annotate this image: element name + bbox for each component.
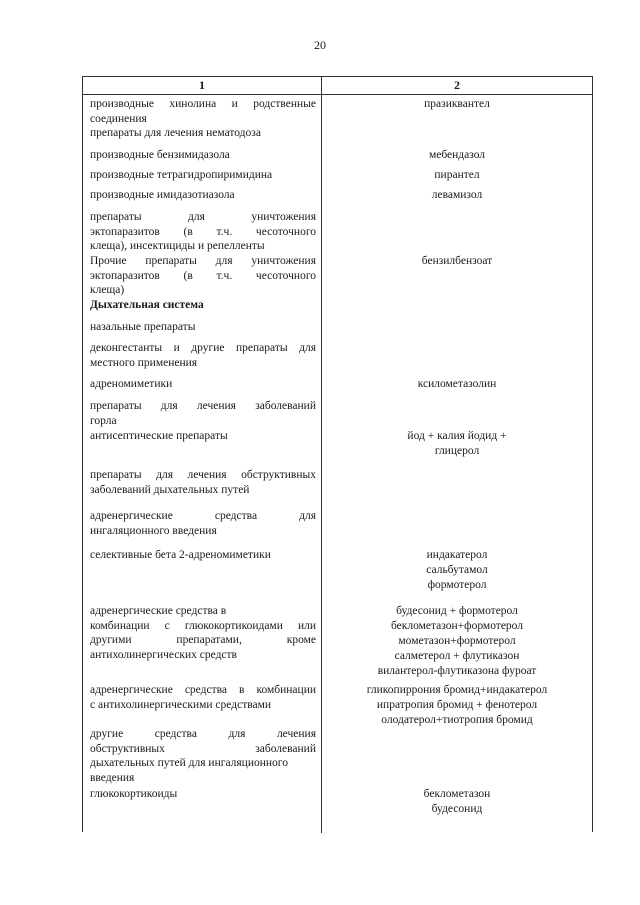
table-header-row: [83, 77, 592, 95]
column-header-2: 2: [454, 78, 460, 92]
row-category-line: адреномиметики: [90, 378, 173, 390]
row-category: [90, 429, 316, 444]
row-category-line: антихолинергических средств: [90, 648, 237, 661]
row-category-line: назальные препараты: [90, 321, 196, 333]
row-drug: [322, 148, 592, 163]
row-category: [90, 787, 316, 802]
row-category-line: адренергические средства для: [90, 510, 316, 522]
row-category: [90, 399, 316, 428]
row-category-line: обструктивных заболеваний: [90, 742, 316, 755]
row-category-line: деконгестанты и другие препараты для: [90, 342, 316, 354]
column-header-1: 1: [199, 78, 205, 92]
row-category-line: клеща): [90, 284, 125, 296]
drug-name: бензилбензоат: [421, 255, 493, 267]
row-category-line: местного применения: [90, 356, 198, 369]
row-category-line: адренергические средства в: [90, 605, 227, 617]
row-category: [90, 148, 316, 163]
drug-name: ксилометазолин: [417, 378, 497, 390]
row-drug: [322, 604, 592, 679]
row-category-line: комбинации с глюкокортикоидами или: [90, 619, 316, 632]
drug-name: мометазон+формотерол: [398, 635, 516, 647]
drug-name: вилантерол-флутиказона фуроат: [377, 665, 537, 677]
drug-name: глицерол: [434, 445, 480, 457]
row-category-line: селективные бета 2-адреномиметики: [90, 549, 271, 561]
row-category-line: эктопаразитов (в т.ч. чесоточного: [90, 269, 316, 282]
drug-name: олодатерол+тиотропия бромид: [381, 714, 533, 726]
row-drug: [322, 168, 592, 183]
row-category-line: адренергические средства в комбинации: [90, 684, 316, 696]
row-drug: [322, 188, 592, 203]
drug-name: ипратропия бромид + фенотерол: [376, 699, 538, 711]
row-category-line: эктопаразитов (в т.ч. чесоточного: [90, 225, 316, 238]
row-category: [90, 509, 316, 538]
row-drug: [322, 97, 592, 112]
row-category-line: другие средства для лечения: [90, 728, 316, 740]
drug-name: формотерол: [427, 579, 487, 591]
row-drug: [322, 787, 592, 817]
row-category: [90, 188, 316, 203]
row-category: [90, 168, 316, 183]
drug-name: празиквантел: [424, 98, 490, 110]
section-heading-text: Дыхательная система: [90, 299, 204, 311]
drug-name: левамизол: [431, 189, 483, 201]
row-category-line: глюкокортикоиды: [90, 788, 178, 800]
row-category: [90, 727, 316, 785]
row-category-line: другими препаратами, кроме: [90, 634, 316, 646]
drug-name: будесонид: [431, 803, 483, 815]
row-category: [90, 468, 316, 497]
row-category: [90, 126, 316, 141]
row-category-line: антисептические препараты: [90, 430, 228, 442]
row-category-line: препараты для лечения заболеваний: [90, 400, 316, 412]
drug-name: индакатерол: [426, 549, 488, 561]
drug-name: йод + калия йодид +: [407, 430, 507, 442]
row-drug: [322, 429, 592, 459]
row-category-line: клеща), инсектициды и репелленты: [90, 240, 265, 252]
row-category: [90, 254, 316, 298]
row-category-line: препараты для уничтожения: [90, 211, 316, 223]
drug-name: сальбутамол: [426, 564, 488, 576]
row-category-line: препараты для лечения обструктивных: [90, 469, 316, 481]
row-category: [90, 320, 316, 335]
row-category-line: препараты для лечения нематодоза: [90, 127, 261, 139]
row-category-line: с антихолинергическими средствами: [90, 698, 272, 711]
row-category-line: заболеваний дыхательных путей: [90, 483, 250, 496]
drug-name: гликопиррония бромид+индакатерол: [366, 684, 548, 696]
row-drug: [322, 377, 592, 392]
row-category-line: производные имидазотиазола: [90, 189, 235, 201]
row-category-line: введения: [90, 771, 135, 784]
row-category-line: соединения: [90, 112, 147, 125]
row-drug: [322, 254, 592, 269]
row-category: [90, 548, 316, 563]
drug-name: мебендазол: [428, 149, 486, 161]
row-category-line: производные хинолина и родственные: [90, 98, 316, 110]
row-category-line: ингаляционного введения: [90, 524, 217, 537]
drug-table: [82, 76, 593, 832]
drug-name: пирантел: [434, 169, 480, 181]
row-drug: [322, 548, 592, 593]
row-category-line: Прочие препараты для уничтожения: [90, 255, 316, 267]
page-number: 20: [314, 38, 326, 52]
section-heading: [90, 298, 316, 313]
row-category: [90, 97, 316, 126]
row-category: [90, 683, 316, 712]
row-category: [90, 377, 316, 392]
row-category-line: производные тетрагидропиримидина: [90, 169, 273, 181]
row-category-line: производные бензимидазола: [90, 149, 230, 161]
drug-name: будесонид + формотерол: [396, 605, 518, 617]
drug-name: салметерол + флутиказон: [394, 650, 520, 662]
row-drug: [322, 683, 592, 728]
drug-name: беклометазон: [423, 788, 491, 800]
row-category-line: горла: [90, 414, 117, 427]
row-category-line: дыхательных путей для ингаляционного: [90, 757, 288, 769]
row-category: [90, 341, 316, 370]
row-category: [90, 210, 316, 254]
row-category: [90, 604, 316, 662]
drug-name: беклометазон+формотерол: [390, 620, 524, 632]
